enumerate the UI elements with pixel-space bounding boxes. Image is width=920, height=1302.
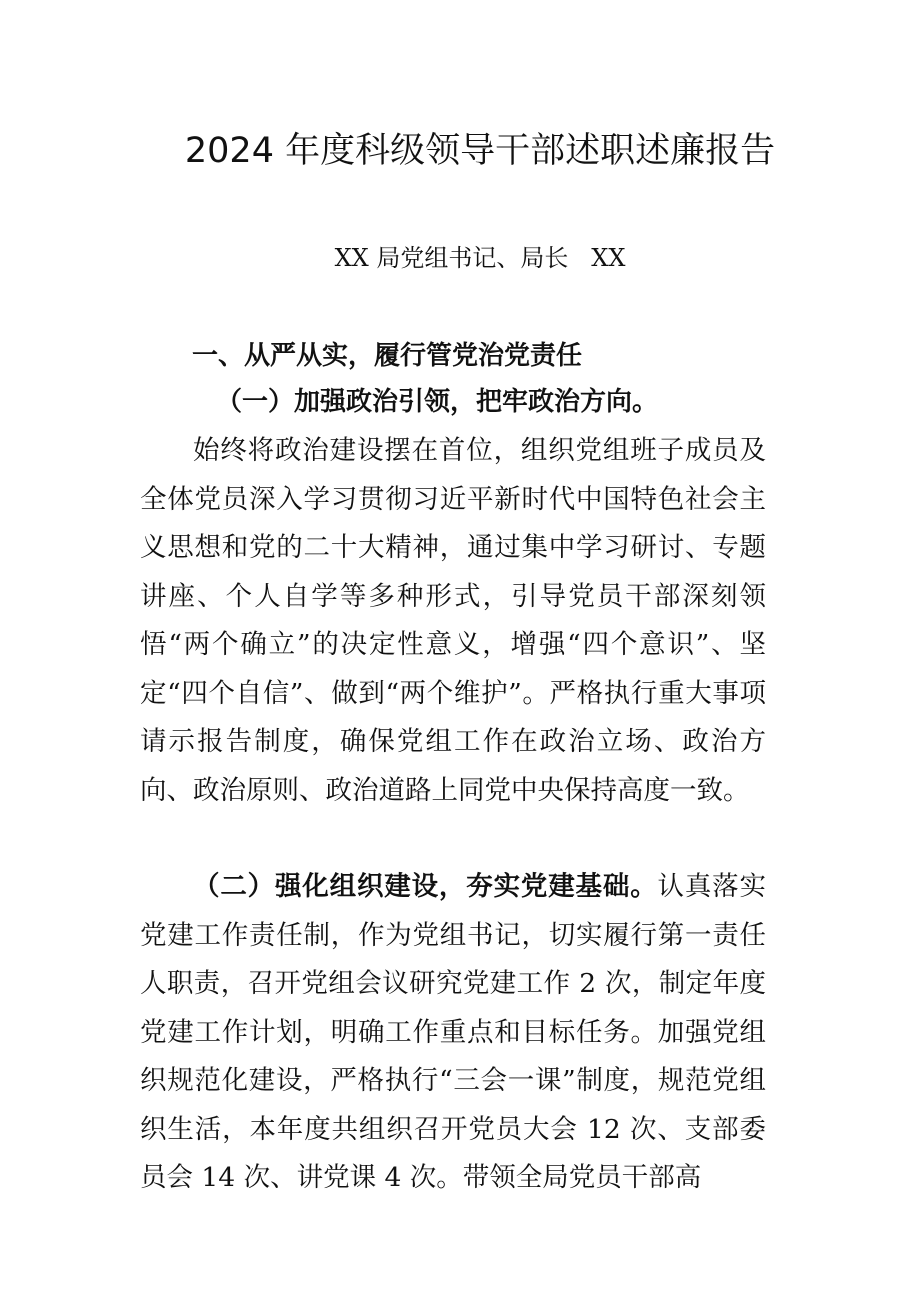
paragraph-text: 始终将政治建设摆在首位，组织党组班子成员及全体党员深入学习贯彻习近平新时代中国特色社会主义思想和党的二十大精神，通过集中学习研讨、专题讲座、个人自学等多种形式，引导党员干部深刻领悟“两个确立”的决定性意义，增强“四个意识”、坚定“四个自信”、做到“两个维护”。严格执行重大事项请示报告制度，确保党组工作在政治立场、政治方向、政治原则、政治道路上同党中央保持高度一致。 [140, 435, 766, 806]
document-title: 2024 年度科级领导干部述职述廉报告 [184, 131, 776, 171]
paragraph [140, 427, 766, 815]
paragraph [140, 863, 766, 1203]
paragraph-text: 认真落实党建工作责任制，作为党组书记，切实履行第一责任人职责，召开党组会议研究党建工作 2 次，制定年度党建工作计划，明确工作重点和目标任务。加强党组织规范化建设，严格执行“三会一课”制度，规范党组织生活，本年度共组织召开党员大会 12 次、支部委员会 14 次、讲党课 4 次。带领全局党员干部高 [140, 871, 767, 1193]
author-line: XX 局党组书记、局长 XX [334, 244, 626, 272]
subsection-heading: （一）加强政治引领，把牢政治方向。 [216, 387, 659, 417]
section-heading: 一、从严从实，履行管党治党责任 [192, 341, 583, 371]
paragraph-lead: （二）强化组织建设，夯实党建基础。 [193, 871, 658, 902]
